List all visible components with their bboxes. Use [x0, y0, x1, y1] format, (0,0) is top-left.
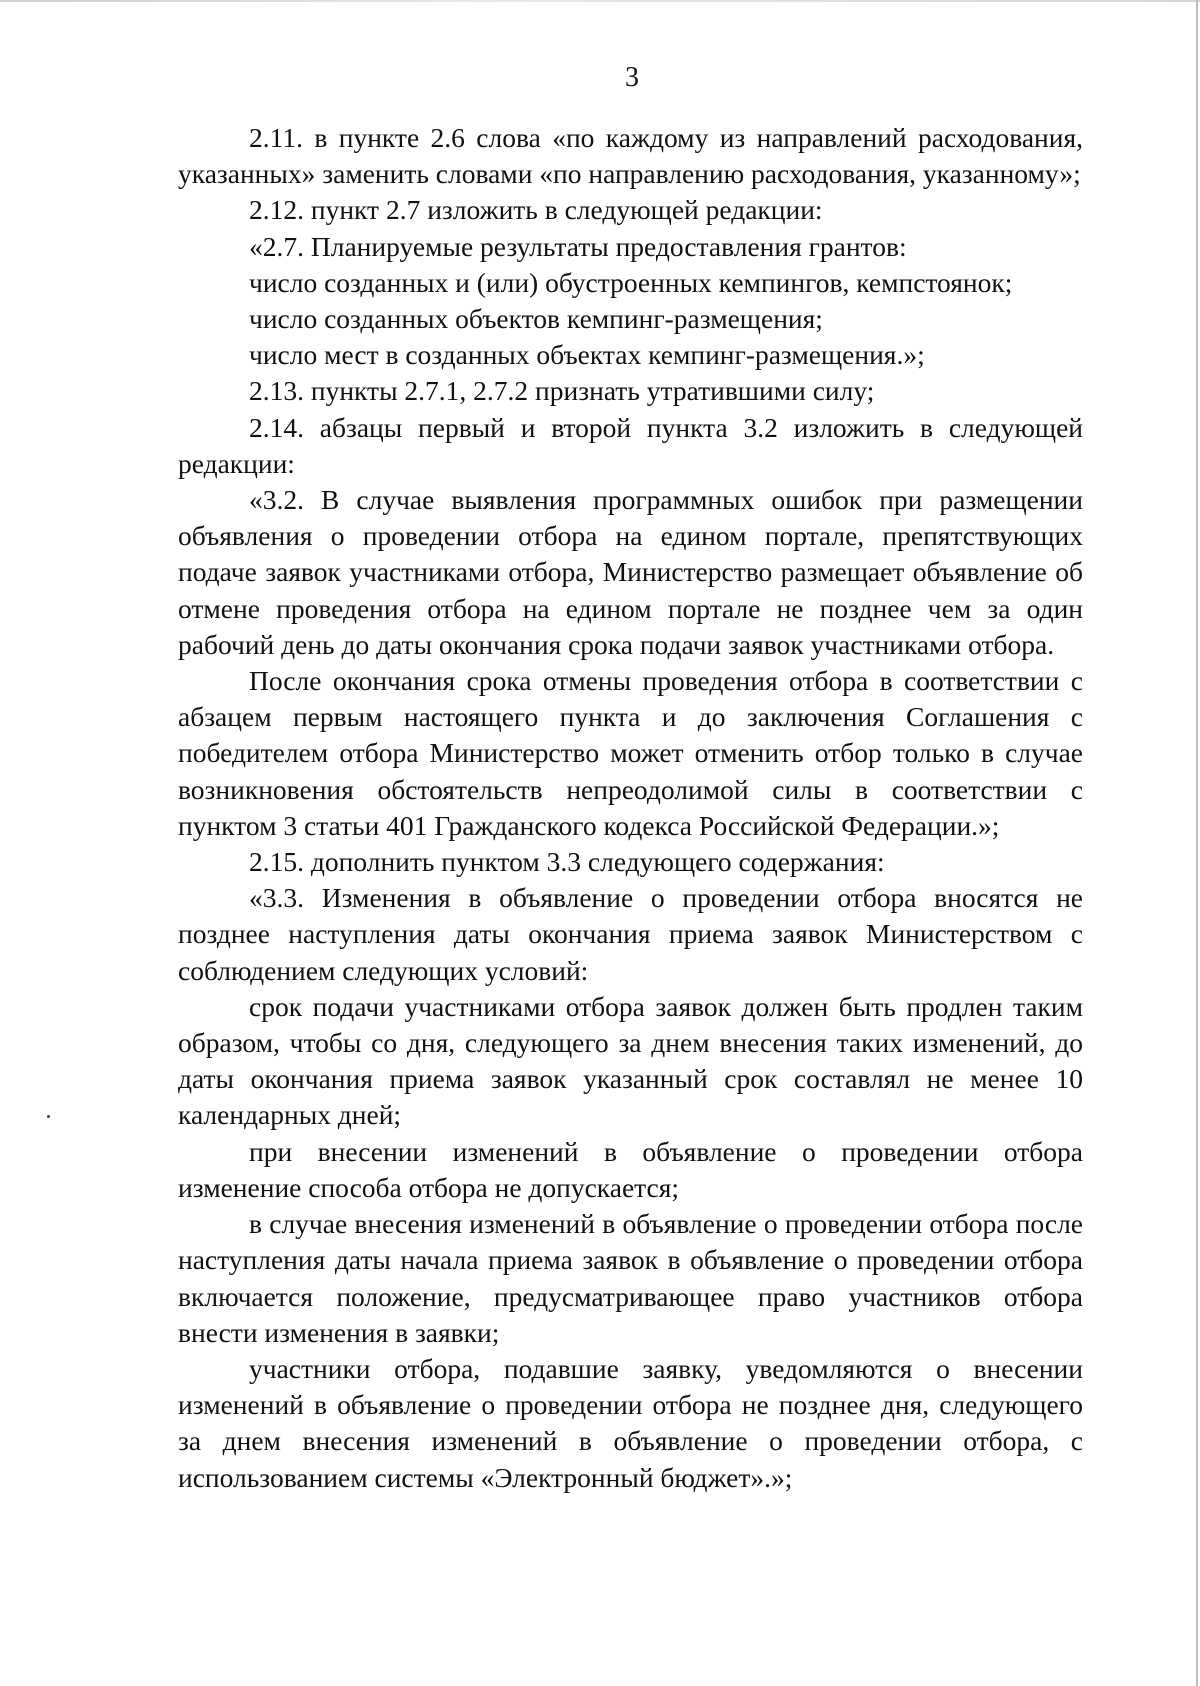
paragraph-notification: участники отбора, подавшие заявку, уведомляются о внесении изменений в объявление о проведении отбора не позднее дня, следующего за днем внесения изменений в объявление о проведении отбора, с использованием системы «Электронный бюджет».»;: [178, 1352, 1083, 1493]
paragraph-result-campings: число созданных и (или) обустроенных кемпингов, кемпстоянок;: [249, 266, 1013, 298]
scan-speck: [47, 1115, 50, 1118]
paragraph-deadline-extension: срок подачи участниками отбора заявок должен быть продлен таким образом, чтобы со дня, следующего за днем внесения таких изменений, до даты окончания приема заявок указанный срок составлял не менее 10 календарных дней;: [178, 990, 1083, 1131]
paragraph-2-15: 2.15. дополнить пунктом 3.3 следующего содержания:: [249, 846, 885, 878]
paragraph-2-11: 2.11. в пункте 2.6 слова «по каждому из направлений расходования, указанных» заменить словами «по направлению расходования, указанному»;: [178, 122, 1083, 190]
paragraph-result-places: число мест в созданных объектах кемпинг-размещения.»;: [249, 339, 925, 371]
page-number: 3: [625, 62, 639, 93]
paragraph-3-2: «3.2. В случае выявления программных ошибок при размещении объявления о проведении отбора на едином портале, препятствующих подаче заявок участниками отбора, Министерство размещает объявление об отмене проведения отбора на едином портале не позднее чем за один рабочий день до даты окончания срока подачи заявок участниками отбора.: [178, 484, 1083, 660]
paragraph-amend-applications: в случае внесения изменений в объявление о проведении отбора после наступления даты начала приема заявок в объявление о проведении отбора включается положение, предусматривающее право участников отбора внести изменения в заявки;: [178, 1208, 1083, 1348]
paragraph-2-7-heading: «2.7. Планируемые результаты предоставления грантов:: [249, 230, 907, 262]
scan-edge-right: [1196, 0, 1198, 1686]
paragraph-result-objects: число созданных объектов кемпинг-размещения;: [249, 303, 823, 335]
paragraph-2-12: 2.12. пункт 2.7 изложить в следующей редакции:: [249, 194, 823, 226]
paragraph-3-3: «3.3. Изменения в объявление о проведении отбора вносятся не позднее наступления даты окончания приема заявок Министерством с соблюдением следующих условий:: [178, 882, 1083, 986]
document-body: [178, 120, 1083, 1496]
scan-edge-top: [0, 0, 1200, 2]
paragraph-cancel-after-deadline: После окончания срока отмены проведения отбора в соответствии с абзацем первым настоящего пункта и до заключения Соглашения с победителем отбора Министерство может отменить отбор только в случае возникновения обстоятельств непреодолимой силы в соответствии с пунктом 3 статьи 401 Гражданского кодекса Российской Федерации.»;: [178, 665, 1083, 841]
paragraph-method-change: при внесении изменений в объявление о проведении отбора изменение способа отбора не допускается;: [178, 1135, 1083, 1203]
paragraph-2-13: 2.13. пункты 2.7.1, 2.7.2 признать утратившими силу;: [249, 375, 875, 407]
paragraph-2-14: 2.14. абзацы первый и второй пункта 3.2 изложить в следующей редакции:: [178, 411, 1083, 479]
